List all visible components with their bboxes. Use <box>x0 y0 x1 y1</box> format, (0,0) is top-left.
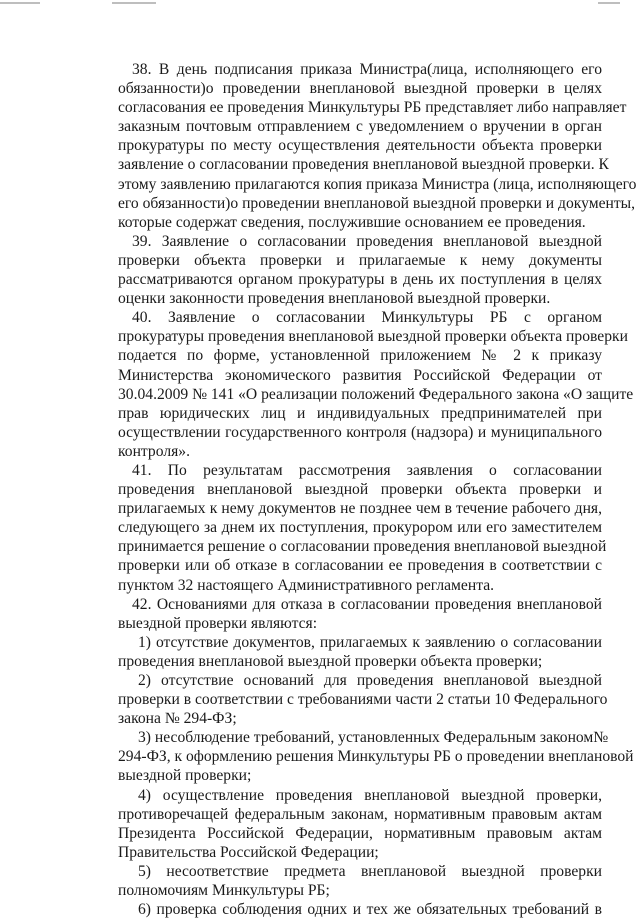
document-line: подается по форме, установленной приложением № 2 к приказу <box>118 347 602 365</box>
document-line: 42. Основаниями для отказа в согласовании проведения внеплановой <box>132 595 602 613</box>
document-line: проверки в соответствии с требованиями части 2 статьи 10 Федерального <box>118 691 608 709</box>
document-line: пунктом 32 настоящего Административного регламента. <box>118 576 495 594</box>
document-line: прокуратуры по месту осуществления деятельности объекта проверки <box>118 137 602 155</box>
document-line: 2) отсутствие оснований для проведения внеплановой выездной <box>138 672 602 689</box>
document-line: Министерства экономического развития Российской Федерации от <box>118 366 602 384</box>
document-line: закона № 294-ФЗ; <box>118 710 237 728</box>
document-line: 294-ФЗ, к оформлению решения Минкультуры РБ о проведении внеплановой <box>118 748 634 766</box>
document-line: принимается решение о согласовании проведения внеплановой выездной <box>118 538 607 556</box>
document-line: 1) отсутствие документов, прилагаемых к заявлению о согласовании <box>138 633 602 651</box>
document-line: 38. В день подписания приказа Министра(лица, исполняющего его <box>132 61 602 78</box>
document-line: 4) осуществление проведения внеплановой выездной проверки, <box>138 786 602 804</box>
document-line: прилагаемых к нему документов не позднее чем в течение рабочего дня, <box>118 500 602 518</box>
scan-artifact <box>112 2 156 4</box>
document-line: 5) несоответствие предмета внеплановой выездной проверки <box>138 862 602 880</box>
document-line: этому заявлению прилагаются копия приказа Министра (лица, исполняющего <box>118 175 637 193</box>
document-line: согласования ее проведения Минкультуры РБ представляет либо направляет <box>118 99 627 117</box>
document-line: проверки или об отказе в согласовании ее проведения в соответствии с <box>118 557 602 575</box>
document-line: выездной проверки являются: <box>118 614 318 632</box>
document-line: прав юридических лиц и индивидуальных предпринимателей при <box>118 404 602 422</box>
document-line: 40. Заявление о согласовании Минкультуры РБ с органом <box>132 309 602 327</box>
document-line: следующего за днем их поступления, прокурором или его заместителем <box>118 519 602 537</box>
scan-artifact <box>0 2 40 4</box>
document-line: обязанности)о проведении внеплановой выездной проверки в целях <box>118 80 602 98</box>
document-line: осуществлении государственного контроля (надзора) и муниципального <box>118 423 602 441</box>
document-line: контроля». <box>118 442 190 460</box>
document-line: Президента Российской Федерации, нормативным правовым актам <box>118 824 602 842</box>
document-line: заявление о согласовании проведения внеплановой выездной проверки. К <box>118 156 609 174</box>
document-line: полномочиям Минкультуры РБ; <box>118 882 330 900</box>
document-line: оценки законности проведения внеплановой выездной проверки. <box>118 290 551 308</box>
document-line: заказным почтовым отправлением с уведомлением о вручении в орган <box>118 118 602 136</box>
document-line: рассматриваются органом прокуратуры в день их поступления в целях <box>118 271 602 289</box>
document-line: 3) несоблюдение требований, установленных Федеральным законом№ <box>138 729 609 747</box>
document-line: проверки объекта проверки и прилагаемые к нему документы <box>118 251 602 269</box>
document-line: выездной проверки; <box>118 767 252 785</box>
document-line: 6) проверка соблюдения одних и тех же обязательных требований в <box>138 901 602 919</box>
document-body <box>118 60 637 919</box>
document-line: 39. Заявление о согласовании проведения внеплановой выездной <box>132 232 602 250</box>
document-line: его обязанности)о проведении внеплановой выездной проверки и документы, <box>118 194 636 212</box>
scan-artifact <box>598 2 620 4</box>
document-line: противоречащей федеральным законам, нормативным правовым актам <box>118 805 602 823</box>
document-line: проведения внеплановой выездной проверки объекта проверки и <box>118 481 602 499</box>
document-line: проведения внеплановой выездной проверки объекта проверки; <box>118 652 543 670</box>
document-line: 30.04.2009 № 141 «О реализации положений Федерального закона «О защите <box>118 385 634 403</box>
document-line: Правительства Российской Федерации; <box>118 843 379 861</box>
document-line: прокуратуры проведения внеплановой выездной проверки объекта проверки <box>118 328 628 346</box>
document-line: 41. По результатам рассмотрения заявления о согласовании <box>132 461 602 479</box>
document-line: которые содержат сведения, послужившие основанием ее проведения. <box>118 213 586 231</box>
